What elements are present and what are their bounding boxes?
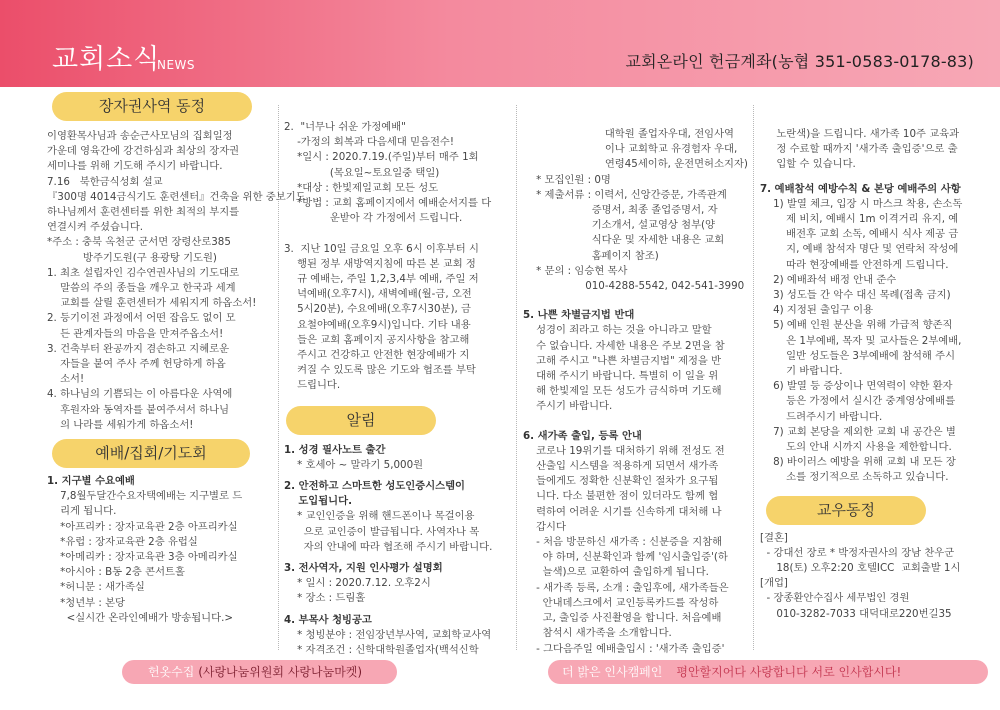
text-line: * 일시 : 2020.7.12. 오후2시	[284, 577, 431, 590]
text-line: 따라 현장예배를 안전하게 드립니다.	[760, 258, 949, 271]
text-line: 18(토) 오후2:20 호텔ICC 교회출발 1시	[760, 562, 961, 575]
text-line: *청년부 : 본당	[47, 596, 125, 609]
text-line: 대학원 졸업자우대, 전임사역	[523, 128, 735, 140]
text-line: 야 하며, 신분확인과 함께 '임시출입증'(하	[523, 551, 728, 564]
notice-5-text	[523, 323, 748, 414]
header-banner	[0, 0, 1000, 90]
footer-clothing-drive	[122, 660, 397, 684]
text-line: 요철야예배(오후9시)입니다. 기타 내용	[284, 318, 471, 331]
text-line: 으로 교인증이 발급됩니다. 사역자나 목	[284, 525, 480, 538]
text-line: *주소 : 충북 옥천군 군서면 장령산로385	[47, 236, 231, 249]
section-title-jangjakwon: 장자권사역 동정	[52, 92, 252, 121]
column-4	[760, 127, 990, 622]
text-line: 이영환목사님과 송순근사모님의 집회일정	[47, 130, 233, 142]
text-line: * 모집인원 : 0명	[523, 173, 611, 186]
text-line: * 자격조건 : 신학대학원졸업자(백석신학	[284, 644, 479, 657]
text-line	[284, 226, 509, 241]
news-label: NEWS	[157, 58, 196, 72]
notice-6-text	[523, 444, 748, 657]
text-line: * 제출서류 : 이력서, 신앙간증문, 가족관계	[523, 188, 727, 201]
column-2-text	[284, 120, 509, 394]
notice-6-heading: 6. 새가족 출입, 등록 안내	[523, 429, 642, 442]
column-divider	[278, 105, 279, 650]
notice-7-text	[760, 197, 990, 486]
text-line: (목요일~토요일중 택일)	[284, 166, 440, 179]
text-line: * 문의 : 임승현 목사	[523, 264, 628, 277]
column-divider	[753, 105, 754, 650]
section-title-member-news: 교우동정	[766, 496, 926, 525]
worship-heading: 1. 지구별 수요예배	[47, 475, 135, 488]
footer-left-detail: (사랑나눔위원회 사랑나눔마켓)	[198, 665, 363, 679]
text-line: *대상 : 한빛제일교회 모든 성도	[284, 181, 439, 194]
text-line: 방주기도원(구 용광탕 기도원)	[47, 251, 217, 264]
text-line: 세미나를 위해 기도해 주시기 바랍니다.	[47, 160, 223, 173]
text-line: 4) 지정된 출입구 이용	[760, 304, 874, 317]
text-line: 말씀의 주의 종들을 깨우고 한국과 세계	[47, 282, 236, 295]
jangjakwon-text	[47, 129, 306, 433]
notice-1-text	[284, 458, 509, 473]
text-line: * 장소 : 드림홀	[284, 592, 366, 605]
text-line: 행된 정부 새방역지침에 따른 본 교회 정	[284, 257, 476, 270]
text-line: * 호세아 ~ 말라기 5,000원	[284, 458, 424, 471]
text-line: 주시기 바랍니다.	[523, 400, 613, 413]
text-line: - 처음 방문하신 새가족 : 신분증을 지참해	[523, 536, 723, 549]
footer-greeting-campaign	[548, 660, 988, 684]
text-line: 가운데 영육간에 강건하심과 최상의 장자권	[47, 145, 240, 158]
column-3-text	[523, 127, 748, 294]
page-title: 교회소식	[52, 44, 161, 75]
text-line: 제 비치, 예배시 1m 이격거리 유지, 예	[760, 213, 959, 226]
notice-3-heading: 3. 전사역자, 지원 인사평가 설명회	[284, 562, 443, 575]
text-line: -가정의 회복과 다음세대 믿음전수!	[284, 136, 455, 149]
text-line: *아메리카 : 장자교육관 3층 아메리카실	[47, 551, 238, 564]
text-line: 2) 예배좌석 배정 안내 준수	[760, 273, 897, 286]
text-line: 안내데스크에서 교인등록카드를 작성하	[523, 596, 719, 609]
wedding-label: [결혼]	[760, 531, 788, 544]
text-line: 5) 예배 인원 분산을 위해 가급적 향존직	[760, 319, 953, 332]
text-line: 등은 가정에서 실시간 중계영상예배를	[760, 395, 956, 408]
text-line: 010-3282-7033 대덕대로220번길35	[760, 607, 952, 620]
text-line: 드립니다.	[284, 379, 341, 392]
text-line: 식다운 및 자세한 내용은 교회	[523, 234, 725, 247]
text-line: 5시20분), 수요예배(오후7시30분), 금	[284, 303, 471, 316]
column-divider	[516, 105, 517, 650]
text-line: 자의 안내에 따라 협조해 주시기 바랍니다.	[284, 540, 493, 553]
text-line: - 장종환안수집사 세무법인 경원	[760, 592, 910, 605]
text-line: 홈페이지 참조)	[523, 249, 659, 262]
text-line: 010-4288-5542, 042-541-3990	[523, 280, 745, 293]
text-line: 1. 최초 설립자인 김수연권사님의 기도대로	[47, 266, 240, 279]
column-1	[47, 97, 306, 626]
text-line: <실시간 온라인예배가 방송됩니다.>	[47, 611, 233, 624]
text-line: *유럽 : 장자교육관 2층 유럽실	[47, 535, 198, 548]
text-line: 노란색)을 드립니다. 새가족 10주 교육과	[760, 128, 960, 140]
text-line: 배전후 교회 소독, 예배시 식사 제공 금	[760, 228, 959, 241]
section-title-notice: 알림	[286, 406, 436, 435]
text-line: 지, 예배 참석자 명단 및 연락처 작성에	[760, 243, 959, 256]
notice-4-text	[284, 628, 509, 658]
text-line: * 교인인증을 위해 핸드폰이나 목걸이용	[284, 510, 475, 523]
footer-right-label: 더 밝은 인사캠페인	[562, 665, 663, 679]
text-line: 의 나라를 세워가게 하옵소서!	[47, 418, 194, 431]
text-line: 교회를 살릴 훈련센터가 세워지게 하옵소서!	[47, 297, 257, 310]
worship-text	[47, 489, 272, 626]
text-line: 정 수료할 때까지 '새가족 출입증'으로 출	[760, 143, 958, 156]
notice-2-heading	[284, 479, 509, 509]
text-line: 들에게도 정확한 신분확인 절차가 요구됩	[523, 475, 719, 488]
opening-label: [개업]	[760, 577, 788, 590]
text-line: 도입됩니다.	[284, 495, 352, 508]
text-line: 하나님께서 훈련센터를 위한 최적의 부지를	[47, 206, 240, 219]
text-line: *아프리카 : 장자교육관 2층 아프리카실	[47, 520, 238, 533]
footer-right-slogan: 평안할지어다 사랑합니다 서로 인사합시다!	[676, 665, 902, 679]
text-line: 주시고 건강하고 안전한 현장예배가 지	[284, 349, 470, 362]
text-line: 리게 됩니다.	[47, 505, 117, 518]
notice-1-heading: 1. 성경 필사노트 출간	[284, 443, 386, 456]
text-line: 력하여 어려운 시기를 신속하게 대처해 나	[523, 505, 722, 518]
notice-2-text	[284, 509, 509, 555]
text-line: 1) 발열 체크, 입장 시 마스크 착용, 손소독	[760, 197, 963, 210]
text-line: 자들을 붙여 주사 주께 헌당하게 하옵	[47, 358, 226, 371]
text-line: 소서!	[47, 373, 85, 386]
text-line: 연령45세이하, 운전면허소지자)	[523, 158, 748, 171]
text-line: 산출입 시스템을 적용하게 되면서 새가족	[523, 460, 719, 473]
text-line: 녁예배(오후7시), 새벽예배(월-금, 오전	[284, 288, 472, 301]
text-line: 2. 등기이전 과정에서 어떤 잡음도 없이 모	[47, 312, 236, 325]
opening-text	[760, 591, 990, 621]
text-line: 고, 출입증 사진촬영을 합니다. 처음예배	[523, 612, 722, 625]
text-line: 든 관계자들의 마음을 만져주옵소서!	[47, 327, 224, 340]
footer-left-label: 헌옷수집	[148, 665, 199, 679]
text-line: 켜질 수 있도록 많은 기도와 협조를 부탁	[284, 364, 476, 377]
text-line: 들은 교회 홈페이지 공지사항을 참고해	[284, 333, 470, 346]
text-line: 일반 성도들은 3부예배에 참석해 주시	[760, 349, 956, 362]
text-line: 소를 정기적으로 소독하고 있습니다.	[760, 471, 949, 484]
text-line: 3. 건축부터 완공까지 겸손하고 지혜로운	[47, 342, 230, 355]
notice-5-heading: 5. 나쁜 차별금지법 반대	[523, 309, 635, 322]
notice-3-text	[284, 576, 509, 606]
text-line: 3. 지난 10일 금요일 오후 6시 이후부터 시	[284, 242, 479, 255]
text-line: 운받아 각 가정에서 드립니다.	[284, 212, 463, 225]
text-line: 8) 바이러스 예방을 위해 교회 내 모든 장	[760, 456, 956, 469]
text-line: 참석시 새가족을 소개합니다.	[523, 627, 672, 640]
text-line: 도의 안내 시까지 사용을 제한합니다.	[760, 441, 952, 454]
text-line: 성경이 죄라고 하는 것을 아니라고 말할	[523, 324, 712, 337]
text-line: *일시 : 2020.7.19.(주일)부터 매주 1회	[284, 151, 479, 164]
text-line: *방법 : 교회 홈페이지에서 예배순서지를 다	[284, 197, 492, 210]
section-title-worship: 예배/집회/기도회	[52, 439, 250, 468]
text-line: 규 예배는, 주일 1,2,3,4부 예배, 주일 저	[284, 273, 479, 286]
column-2	[284, 120, 509, 658]
text-line: 『300명 4014금식기도 훈련센터』건축을 위한 중보기도	[47, 190, 306, 203]
text-line: 6) 발열 등 증상이나 면역력이 약한 환자	[760, 380, 953, 393]
text-line: 이나 교회학교 유경험자 우대,	[523, 143, 738, 156]
text-line: 4. 하나님의 기쁨되는 이 아름다운 사역에	[47, 388, 233, 401]
offering-account: 교회온라인 헌금계좌(농협 351-0583-0178-83)	[625, 52, 974, 71]
notice-4-heading: 4. 부목사 청빙공고	[284, 613, 372, 626]
text-line: * 청빙분야 : 전임장년부사역, 교회학교사역	[284, 628, 492, 641]
text-line: 연결시켜 주셨습니다.	[47, 221, 144, 234]
text-line: 입할 수 있습니다.	[760, 158, 856, 171]
text-line: 7.16 북한금식성회 설교	[47, 175, 163, 188]
notice-7-heading: 7. 예배참석 예방수칙 & 본당 예배주의 사항	[760, 182, 961, 195]
text-line: 3) 성도들 간 악수 대신 목례(접촉 금지)	[760, 289, 951, 302]
text-line: 갑시다	[523, 520, 566, 533]
text-line: 늘색)으로 교환하여 출입하게 됩니다.	[523, 566, 709, 579]
text-line: 코로나 19위기를 대처하기 위해 전성도 전	[523, 444, 725, 457]
text-line: 7) 교회 본당을 제외한 교회 내 공간은 별	[760, 425, 956, 438]
text-line: 고해 주시고 "나쁜 차별금지법" 제정을 반	[523, 354, 722, 367]
text-line: - 새가족 등록, 소개 : 출입후에, 새가족들은	[523, 581, 729, 594]
text-line: 수 없습니다. 자세한 내용은 주보 2면을 참	[523, 339, 725, 352]
text-line: 니다. 다소 불편한 점이 있더라도 함께 협	[523, 490, 719, 503]
text-line: *아시아 : B동 2층 콘서트홀	[47, 566, 185, 579]
text-line: 증명서, 최종 졸업증명서, 자	[523, 204, 718, 217]
text-line: 기 바랍니다.	[760, 365, 843, 378]
wedding-text	[760, 546, 990, 576]
column-4-text	[760, 127, 990, 173]
text-line: 대해 주시기 바랍니다. 특별히 이 일을 위	[523, 370, 719, 383]
text-line: 후원자와 동역자를 붙여주셔서 하나님	[47, 403, 230, 416]
text-line: *허니문 : 새가족실	[47, 581, 145, 594]
text-line: - 강대선 장로 * 박정자권사의 장남 찬우군	[760, 546, 955, 559]
text-line: 7,8월두달간수요자택예배는 지구별로 드	[47, 490, 243, 503]
text-line: 2. 안전하고 스마트한 성도인증시스템이	[284, 480, 465, 493]
text-line: 드려주시기 바랍니다.	[760, 410, 883, 423]
text-line: 2. "너무나 쉬운 가정예배"	[284, 121, 406, 133]
text-line: 은 1부예배, 목자 및 교사들은 2부예배,	[760, 334, 962, 347]
text-line: - 그다음주일 예배출입시 : '새가족 출입증'	[523, 642, 725, 655]
column-3	[523, 127, 748, 657]
text-line: 기소개서, 설교영상 첨부(양	[523, 219, 715, 232]
text-line: 해 한빛제일 모든 성도가 금식하며 기도해	[523, 385, 722, 398]
